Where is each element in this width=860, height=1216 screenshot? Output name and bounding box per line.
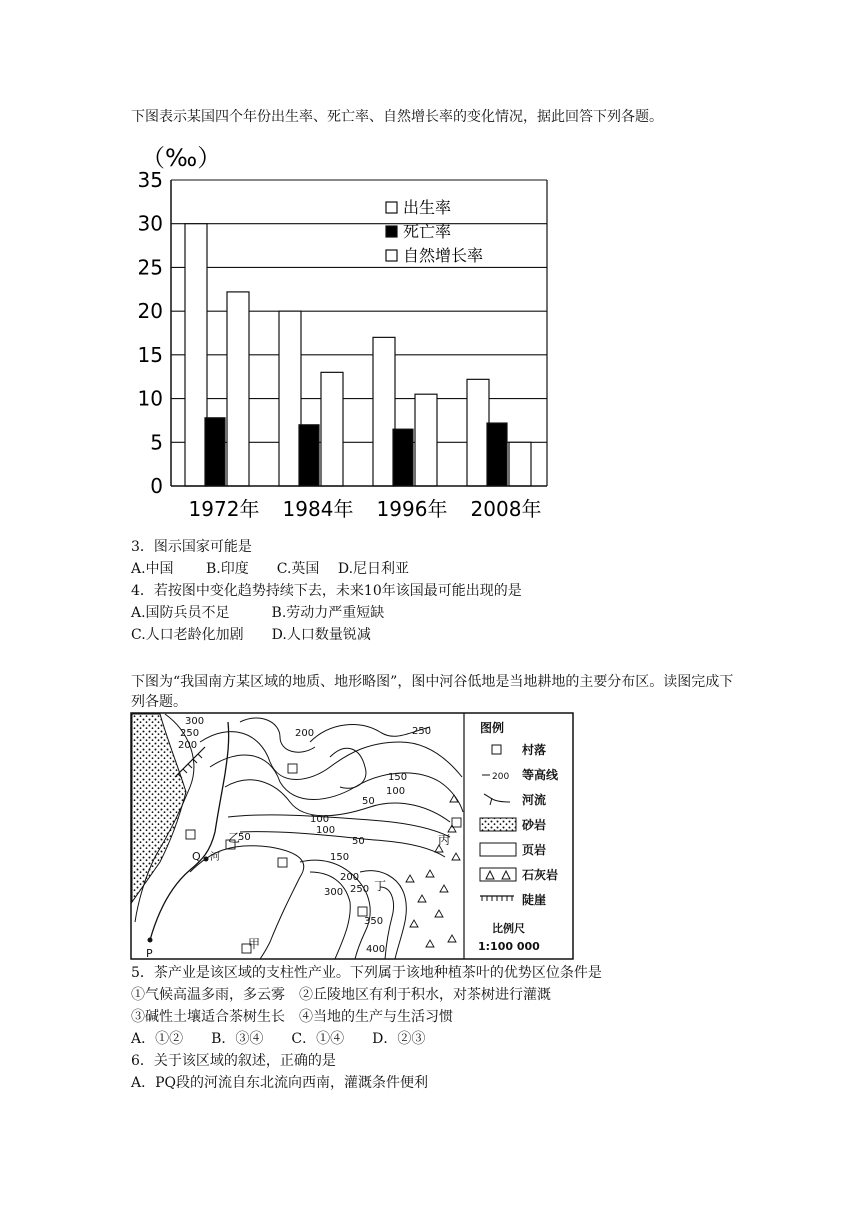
contour-label: 50 [352,836,365,847]
legend-swatch [386,202,397,213]
contour-label: 350 [364,916,384,927]
section1-intro: 下图表示某国四个年份出生率、死亡率、自然增长率的变化情况，据此回答下列各题。 [131,109,663,125]
contour-label: 250 [412,726,432,737]
bar-1 [205,418,225,486]
bar-2 [415,394,437,486]
bar-0 [185,224,207,486]
contour-label: 200 [178,740,198,751]
y-tick-label: 25 [137,255,163,280]
legend-label: 死亡率 [403,222,452,241]
q5-options: A．①② B．③④ C．①④ D．②③ [131,1031,426,1047]
contour-label: 300 [324,887,344,898]
river-label: 河 [210,852,220,863]
point-label: P [146,947,153,960]
bar-2 [227,292,249,486]
y-tick-label: 30 [137,211,163,236]
place-label: 丁 [374,879,387,893]
shale-icon [480,843,516,856]
scale-value: 1:100 000 [478,940,540,953]
x-tick-label: 1972年 [188,497,260,521]
q5-stem: 5．茶产业是该区域的支柱性产业。下列属于该地种植茶叶的优势区位条件是 [131,965,602,981]
unit-label: （‰） [141,144,222,172]
q6-stem: 6．关于该区域的叙述，正确的是 [131,1053,336,1069]
legend-swatch [386,250,397,261]
scale-title: 比例尺 [492,922,525,935]
x-tick-label: 2008年 [470,497,542,521]
y-tick-label: 10 [137,386,163,411]
contour-label: 300 [185,716,205,727]
q3-stem: 3．图示国家可能是 [131,539,252,555]
y-tick-label: 5 [150,430,163,455]
place-label: 甲 [248,937,261,951]
contour-label: 150 [388,772,408,783]
x-tick-label: 1984年 [282,497,354,521]
contour-label: 250 [180,728,200,739]
q4-options-line1: A.国防兵员不足 B.劳动力严重短缺 [131,605,385,621]
legend-swatch [386,226,397,237]
q6-option-a: A．PQ段的河流自东北流向西南，灌溉条件便利 [131,1075,429,1091]
legend-title: 图例 [480,721,505,735]
legend-label: 自然增长率 [403,246,484,265]
x-tick-label: 1996年 [376,497,448,521]
limestone-icon [480,868,516,881]
bar-2 [321,372,343,486]
bar-0 [279,311,301,486]
q5-line1: ①气候高温多雨，多云雾 ②丘陵地区有利于积水，对茶树进行灌溉 [131,987,551,1003]
y-tick-label: 35 [137,168,163,192]
legend-item-label: 陡崖 [522,893,547,907]
q4-stem: 4．若按图中变化趋势持续下去，未来10年该国最可能出现的是 [131,583,522,599]
y-tick-label: 20 [137,299,163,324]
contour-label: 100 [310,814,330,825]
q3-options: A.中国 B.印度 C.英国 D.尼日利亚 [131,561,410,577]
q4-options-line2: C.人口老龄化加剧 D.人口数量锐减 [131,627,371,643]
legend-label: 出生率 [403,198,452,217]
contour-label: 100 [316,825,336,836]
q5-line2: ③碱性土壤适合茶树生长 ④当地的生产与生活习惯 [131,1009,453,1025]
place-label: 乙 [228,831,241,845]
contour-label: 100 [386,786,406,797]
contour-label: 200 [295,728,315,739]
contour-label: 150 [330,852,350,863]
legend-item-label: 河流 [522,793,547,807]
bar-1 [299,425,319,486]
legend-item-label: 石灰岩 [522,868,559,882]
contour-sample: 200 [492,772,510,782]
geology-terrain-map [130,712,574,960]
section2-intro: 下图为“我国南方某区域的地质、地形略图”，图中河谷低地是当地耕地的主要分布区。读图完成下列各题。 [131,674,734,710]
contour-label: 50 [238,832,251,843]
birth-death-rate-chart [131,140,561,525]
y-tick-label: 15 [137,342,163,367]
legend-item-label: 等高线 [522,768,559,782]
contour-label: 250 [350,884,370,895]
place-label: 丙 [438,833,451,847]
contour-label: 400 [366,944,386,955]
point-label: Q [192,850,201,863]
bar-1 [487,423,507,486]
bar-1 [393,429,413,486]
bar-2 [509,442,531,486]
legend-item-label: 村落 [522,743,547,757]
bar-0 [373,337,395,486]
sandstone-icon [480,818,516,831]
legend-item-label: 页岩 [522,843,547,857]
y-tick-label: 0 [150,474,163,498]
legend-item-label: 砂岩 [522,818,547,832]
contour-label: 200 [340,872,360,883]
contour-label: 50 [362,796,375,807]
bar-0 [467,379,489,486]
